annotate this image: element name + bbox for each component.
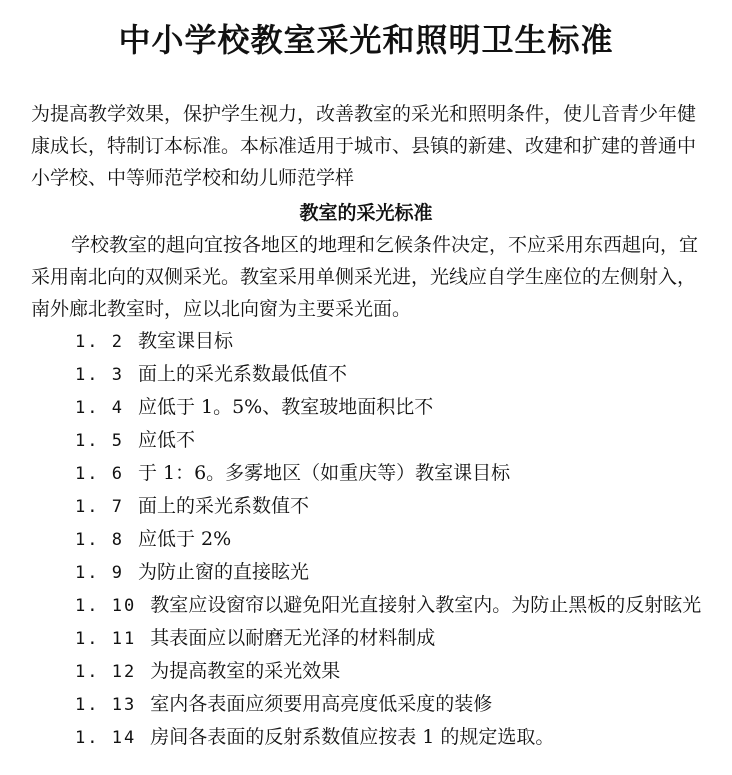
clause-item: [31, 556, 706, 589]
clause-text: 其表面应以耐磨无光泽的材料制成: [150, 627, 436, 649]
clause-number: 1. 4: [75, 398, 124, 418]
clause-text: 应低于 1。5%、教室玻地面积比不: [137, 396, 434, 418]
clause-item: [31, 622, 706, 655]
clause-text: 房间各表面的反射系数值应按表 1 的规定选取。: [150, 726, 555, 748]
clause-text: 教室应设窗帘以避免阳光直接射入教室内。为防止黑板的反射眩光: [150, 594, 702, 616]
clause-text: 应低于 2%: [137, 528, 232, 550]
clause-item: [31, 424, 706, 457]
clause-item: [31, 655, 706, 688]
clause-item: [31, 457, 706, 490]
clause-item: [31, 688, 706, 721]
document-title: 中小学校教室采光和照明卫生标准: [118, 21, 614, 59]
section-heading: 教室的采光标准: [299, 202, 433, 224]
clause-number: 1. 7: [75, 497, 124, 517]
clause-number: 1. 9: [75, 563, 124, 583]
clause-item: [31, 721, 706, 754]
clause-item: [31, 490, 706, 523]
clause-number: 1. 8: [75, 530, 124, 550]
clause-item: [31, 325, 706, 358]
intro-paragraph: 为提高教学效果，保护学生视力，改善教室的采光和照明条件，使儿音青少年健康成长，特制订本标准。本标准适用于城市、县镇的新建、改建和扩建的普通中小学校、中等师范学校和幼儿师范学样: [31, 103, 697, 189]
section-paragraph: 学校教室的趄向宜按各地区的地理和乞候条件决定，不应采用东西趄向，宜采用南北向的双侧采光。教室采用单侧采光进，光线应自学生座位的左侧射入，南外廊北教室时，应以北向窗为主要采光面。: [31, 234, 699, 320]
clause-number: 1. 11: [75, 629, 137, 649]
clause-item: [31, 589, 706, 622]
clause-number: 1. 3: [75, 365, 124, 385]
clause-number: 1. 14: [75, 728, 137, 748]
clause-text: 室内各表面应须要用高亮度低采度的装修: [150, 693, 493, 715]
clause-text: 应低不: [137, 429, 195, 451]
clause-text: 为防止窗的直接眩光: [137, 561, 309, 583]
clause-number: 1. 6: [75, 464, 124, 484]
clause-text: 面上的采光系数值不: [137, 495, 309, 517]
clause-text: 教室课目标: [137, 330, 233, 352]
clause-item: [31, 391, 706, 424]
clause-text: 面上的采光系数最低值不: [137, 363, 347, 385]
clause-text: 于 1：6。多雾地区（如重庆等）教室课目标: [137, 462, 511, 484]
clause-number: 1. 10: [75, 596, 137, 616]
clause-number: 1. 2: [75, 332, 124, 352]
clause-number: 1. 13: [75, 695, 137, 715]
clause-item: [31, 358, 706, 391]
clause-number: 1. 12: [75, 662, 137, 682]
clause-number: 1. 5: [75, 431, 124, 451]
clause-item: [31, 523, 706, 556]
clause-text: 为提高教室的采光效果: [150, 660, 341, 682]
clause-list: [31, 325, 706, 754]
